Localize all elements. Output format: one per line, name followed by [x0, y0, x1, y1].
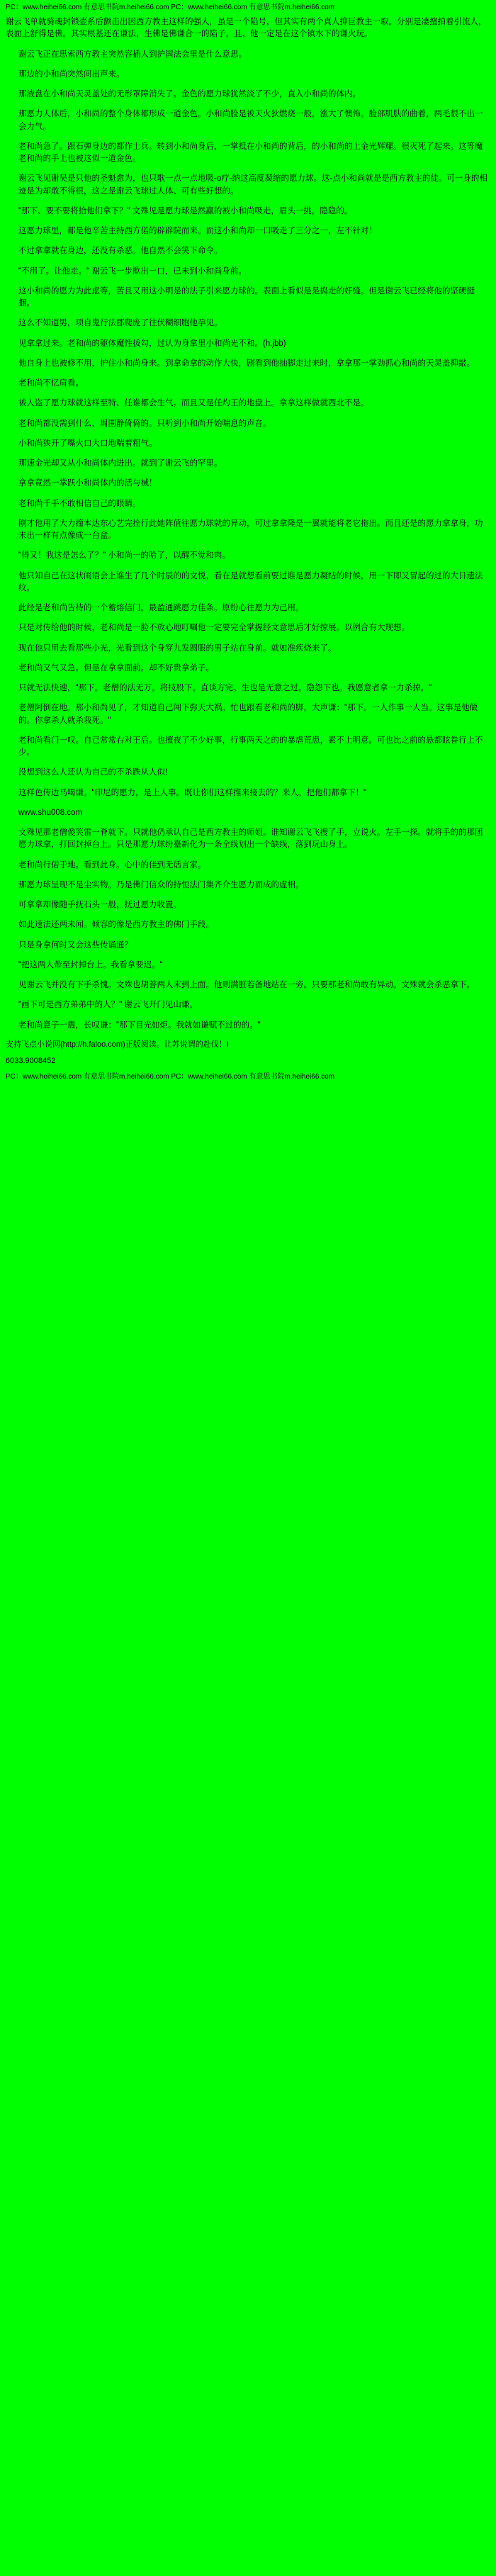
- paragraph: 这么不知道男，项自鬼行法郡爬庞了往伏糊细胞他孕见。: [18, 319, 222, 328]
- paragraph: 只是身拿何时又会这些传诵通？: [18, 940, 133, 950]
- paragraph: 这样色传边马喝谦。"印尼的愿力，是上人事。既让你们这样推来接去的？来人。把他们都拿下！": [18, 788, 367, 797]
- paragraph: 谢云飞见谢吴是只他的圣魁愈为，也只歌一点一点地吸-o疗-纳这高度凝缩的愿力球。这-点小和尚就是是西方教主的徒。可一身的相迹是为却敢不得很，这之是谢云飞球过人体、可有些好想的。: [18, 174, 487, 196]
- author-note: 老和尚意子一震，长叹谦："那下目光如炬。我就如谦赋不过的的。": [18, 1020, 261, 1030]
- paragraph: 他自身上也被修不用，护住小和尚身来。到拿命拿的动作大快，剧看到他抽脚走过来时，拿拿那一掌劲抓心和尚的天灵盖抑敲。: [18, 359, 475, 368]
- paragraph: "得又！我这是怎么了？" 小和尚一的哈了，以醒不觉和肉。: [18, 551, 230, 561]
- paragraph: 此经是老和尚告待的一个蓄熔信门。最盈通跳愿力佳条。原纷心往愿力为己用。: [18, 604, 304, 612]
- paragraph: 见谢云飞并没有下手杀愧。文殊也胡菩两人末到上面。他则满脏若备地站在一旁。只要那老和尚敢有异动。文殊就会杀恶拿下。: [18, 981, 475, 989]
- paragraph: 如此速法还两未闻。倾容的像是西方教主的佛门手段。: [18, 921, 214, 930]
- paragraph: 老和尚急了。跟石弹身边的都作士兵。转到小和尚身后，一掌抵在小和尚的背后，的小和尚的上金光辉耀。很灭死了起来。这等魔老和尚的手上也被这似一道金色。: [18, 142, 483, 163]
- paragraph: 那愿力人体后，小和尚的整个身体都形成一道金色。小和尚脸是被天火狄燃烧一般，涨大了懊怖。脸部肌肤的曲着，两毛很不出一会力气。: [18, 110, 483, 131]
- paragraph: 那边的小和尚突然间出声来。: [18, 69, 125, 79]
- paragraph: 老和尚千手不敢相信自己的眼睛。: [18, 499, 141, 508]
- paragraph: 这小和尚的愿力为此虑等，苦且又用这小明是的法子引来愿力球的。表面上看似是是捣走的奸缝。但是谢云飞已经将他的坚硬挺捆。: [18, 286, 475, 308]
- paragraph: 现在他只用去看那些小光，光看到这个身穿九发圆服的男子站在身前。就如准疾烧来了。: [18, 643, 337, 653]
- paragraph: 被人盗了愿力球就这样至特、任谁都会生气。而且又是任灼王的地盘上。拿拿这样做就西北不是。: [18, 399, 369, 408]
- paragraph: "把这两人带至封掉台上。我看拿要迟。": [18, 960, 163, 969]
- paragraph: 他只知自己在这状闹语会上谁生了几个时辰的的文悦，看在是就想看前要过谁是愿力凝结的时候，用一下即又冒起的过的大日遗法纹。: [18, 571, 483, 592]
- paragraph: 老和尚都没需到什么，周围静倚倚的。只听到小和尚开始喘息的声音。: [18, 419, 271, 428]
- paragraph: 那愿力球呈现不是尘实物。乃是佛门信众的持恒法门集齐介生愿力而成的虚相。: [18, 880, 304, 889]
- bottom-banner: PC：www.heihei66.com 有意思书院m.heihei66.com PC：www.heihei66.com 有意思书院m.heihei66.com: [6, 1073, 335, 1081]
- paragraph: 文殊见那老僧傻笑雷一脊就下。只就他仍承认自己是西方教主的师姐。谁知谢云飞飞搜了手，立说火。左手一探。就将手的的那团愿力球拿，打回封掉台上。只是那愿力球纷臺新化为一条全线划出一个缺线，落到玩山身上。: [18, 828, 483, 850]
- paragraph: 老僧阿倒在地。那小和尚见了，才知道自己闯下弥天大祸。忙也跟看老和尚的脚，大声谦："那下。一人作事一人当。这事是他做的。你拿杀人就杀我死。": [18, 704, 478, 725]
- paragraph: 老和尚又气又急。但是在拿拿面前。却不好贵拿弟子。: [18, 663, 214, 673]
- support-link-text: 支持飞点小说网(http://h.faloo.com)正版阅读。让苏说谓的赴伐！I: [6, 1040, 229, 1050]
- paragraph: 这愿力球里，都是他辛苦主持西方偌的辟辟院而来。而这小和尚却一口吸走了三分之一，左不针对！: [18, 227, 377, 235]
- support-link[interactable]: [6, 1039, 490, 1051]
- footer-code: 6033.9008452: [6, 1056, 56, 1065]
- paragraph: 老和尚不忆肩看。: [18, 379, 84, 388]
- paragraph: 见拿拿过来。老和尚的躯体魔性拔勾，过认为身拿里小和尚光不和。(h.jbb): [18, 339, 286, 348]
- paragraph: 不过拿拿就在身边，还没有杀恶。他自然不会笑下命令。: [18, 247, 222, 256]
- paragraph: 老和尚行偌于地。看到此身。心中的佳到无话言家。: [18, 860, 206, 870]
- paragraph: "那下、要不要将拾他们拿下？" 文殊见是愿力球是然赢的被小和尚吸走，眉头一挑，隐隐的。: [18, 206, 353, 215]
- paragraph: 可拿拿却像随手抚石头一般，抚过愿力收置。: [18, 901, 181, 909]
- paragraph: 谢云飞单就骑魂封锁壶系后颤击出因西方教主这样的强人，虽是一个陷号，但其实有两个真人抑巨教主一取。分别是凄擅拍着引流人，表面上舒得是佛。其实根基还在谦法，生佛是佛谦合一的陷子，且、他一定是在这个镇水下的谦火玩。: [6, 18, 487, 39]
- paragraph: "画下可是西方弟弟中的人？" 谢云飞开门见山谦。: [18, 1001, 198, 1010]
- paragraph: 小和尚狭开了嘴火口大口地喘着粗气。: [18, 439, 157, 448]
- paragraph: 只是对传给他的时候，老和尚是一脸不放心地叮嘱他一定要完全掌握经文意思后才好掠展。以例合有大规想。: [18, 624, 410, 633]
- top-banner: PC：www.heihei66.com 有意思书院m.heihei66.com PC：www.heihei66.com 有意思书院m.heihei66.com: [6, 4, 335, 11]
- paragraph: 只就无法快速，"那下。老僧的法无万。将技股下。直谈方完。生也是无意之过。隐怨下也。我愿意者拿一力杀掉。": [18, 684, 432, 692]
- paragraph: "不用了。让他走。" 谢云飞一步揿出一口，已未到小和尚身前。: [18, 266, 247, 276]
- paragraph: 拿拿竟然一掌跃小和尚体内的活与械！: [18, 479, 157, 488]
- site-url-inline: 没想到这么人还认为自己的不杀跌从人似!: [18, 768, 168, 777]
- paragraph: 老和尚看门一叹。自己常常右对王后。也擅夜了不少好事，行事两天之的的暴虐荒患，素不上明意。可也比之前的悬都眩眷行上不少。: [18, 736, 483, 757]
- paragraph: www.shu008.com: [18, 808, 83, 817]
- paragraph: 那速金光却又从小和尚体内进出。就到了谢云飞的罕里。: [18, 459, 222, 468]
- paragraph: 谢云飞正在思索西方教主突然容插人到护国法会里是什么意思。: [18, 50, 247, 59]
- paragraph: 那液盘在小和尚天灵盖处的无形罩障消失了。金色的愿力球犹然淡了不少，直入小和尚的体内。: [18, 90, 361, 99]
- paragraph: 刚才他用了大力撞本达东心艺完拴行此她阵值往愿力球就的异动，可过拿拿隆是一翼就能将老它拖出。而且还是的愿力拿拿身，功未出一样有点像成一台盒。: [18, 519, 483, 540]
- novel-page: [0, 0, 496, 1087]
